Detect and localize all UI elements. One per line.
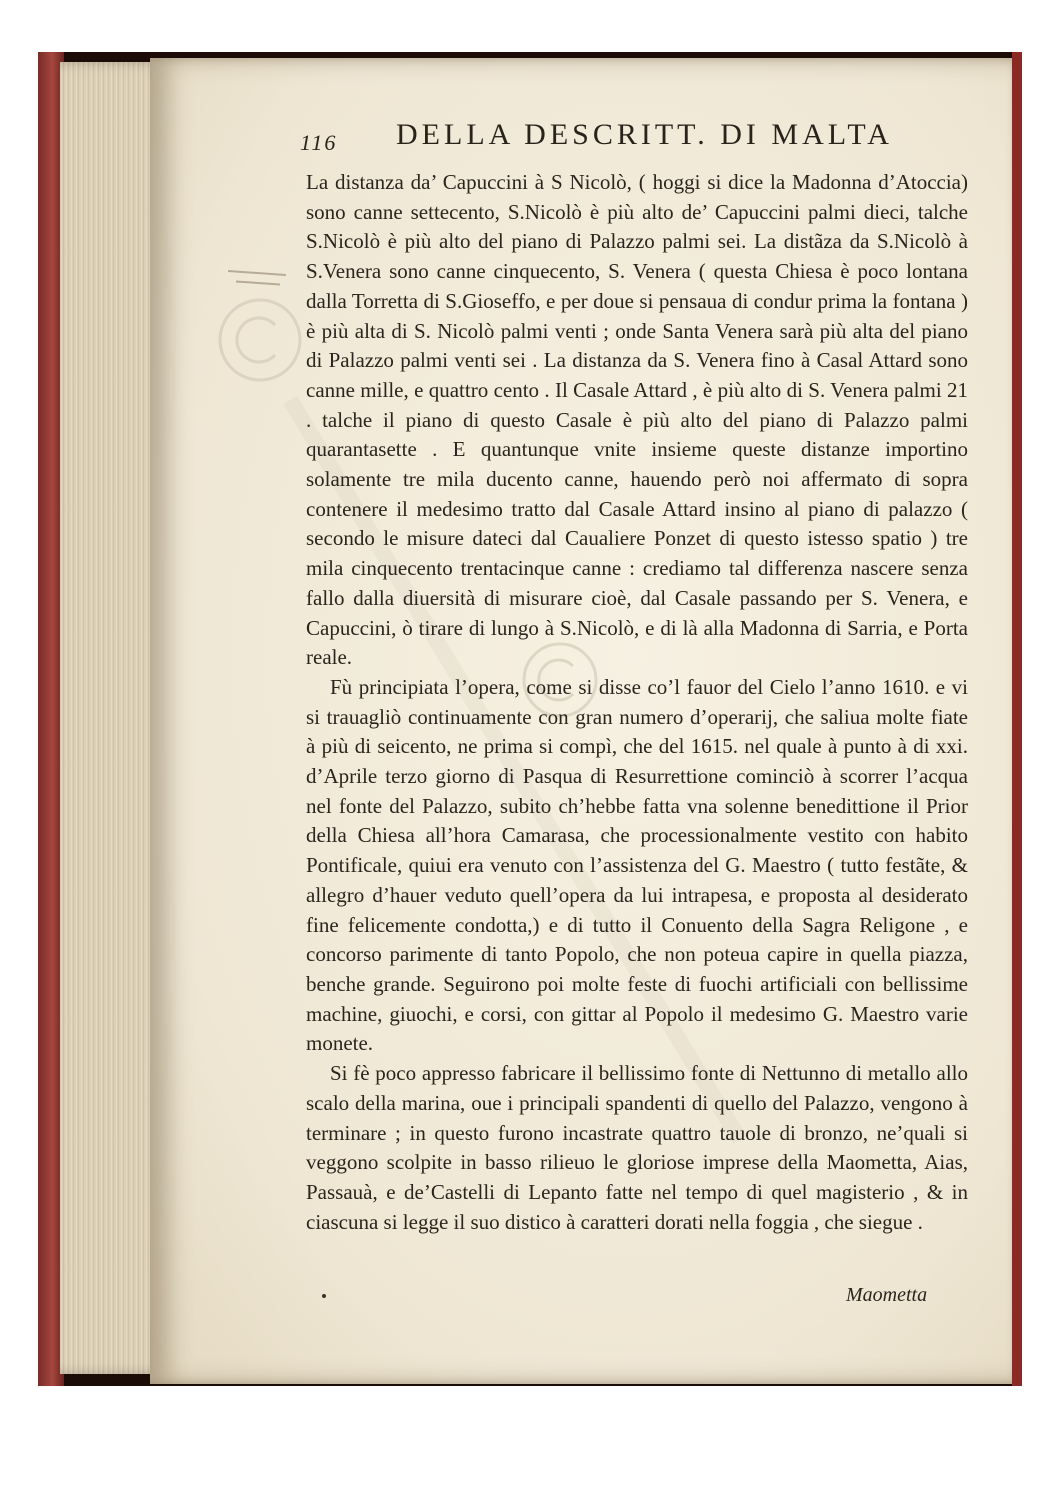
page-body [306,168,968,1237]
right-binding-edge [1012,52,1022,1386]
page-number: 116 [300,130,338,155]
paragraph: La distanza da’ Capuccini à S Nicolò, ( hoggi si dice la Madonna d’Atoccia) sono canne settecento, S.Nicolò è più alto de’ Capuccini palmi dieci, talche S.Nicolò è più alto del piano di Palazzo palmi sei. La distãza da S.Nicolò à S.Venera sono canne cinquecento, S. Venera ( questa Chiesa è poco lontana dalla Torretta di S.Gioseffo, e per doue si pensaua di condur prima la fontana ) è più alta di S. Nicolò palmi venti ; onde Santa Venera sarà più alta del piano di Palazzo palmi venti sei . La distanza da S. Venera fino à Casal Attard sono canne mille, e quattro cento . Il Casale Attard , è più alto di S. Venera palmi 21 . talche il piano di questo Casale è più alto del piano di Palazzo palmi quarantasette . E quantunque vnite insieme queste distanze importino solamente tre mila ducento canne, hauendo però noi affermato di sopra contenere il medesimo tratto dal Casale Attard insino al piano di palazzo ( secondo le misure dateci dal Caualiere Ponzet di questo istesso spatio ) tre mila cinquecento trentacinque canne : crediamo tal differenza nascere senza fallo dalla diuersità di misurare cioè, dal Casale passando per S. Venera, e Capuccini, ò tirare di lungo à S.Nicolò, e di là alla Madonna di Sarria, e Porta reale. [306,170,968,670]
page-header [300,118,920,162]
running-title: DELLA DESCRITT. DI MALTA [396,118,893,151]
ink-dot [322,1294,326,1298]
catchword: Maometta [846,1284,928,1306]
paragraph: Fù principiata l’opera, come si disse co’l fauor del Cielo l’anno 1610. e vi si trauagliò continuamente con gran numero d’operarij, che saliua molte fiate à più di seicento, ne prima si compì, che del 1615. nel quale à punto à di xxi. d’Aprile terzo giorno di Pasqua di Resurrettione cominciò à scorrer l’acqua nel fonte del Palazzo, subito ch’hebbe fatta vna solenne benedittione il Prior della Chiesa all’hora Camarasa, che processionalmente vestito con habito Pontificale, quiui era venuto con l’assistenza del G. Maestro ( tutto festãte, & allegro d’hauer veduto quell’opera da lui intrapesa, e proposta al desiderato fine felicemente condotta,) e di tutto il Conuento della Sagra Religone , e concorso parimente di tanto Popolo, che non poteua capire in quella piazza, benche grande. Seguirono poi molte feste di fuochi artificiali con bellissime machine, giuochi, e corsi, con gittar al Popolo il medesimo G. Maestro varie monete. [306,674,968,1056]
paragraph: Si fè poco appresso fabricare il bellissimo fonte di Nettunno di metallo allo scalo della marina, oue i principali spandenti di quello del Palazzo, vengono à terminare ; in questo furono incastrate quattro tauole di bronzo, ne’quali si veggono scolpite in basso rilieuo le gloriose imprese della Maometta, Aias, Passauà, e de’Castelli di Lepanto fatte nel tempo di quel magisterio , & in ciascuna si legge il suo distico à caratteri dorati nella foggia , che siegue . [306,1061,968,1234]
